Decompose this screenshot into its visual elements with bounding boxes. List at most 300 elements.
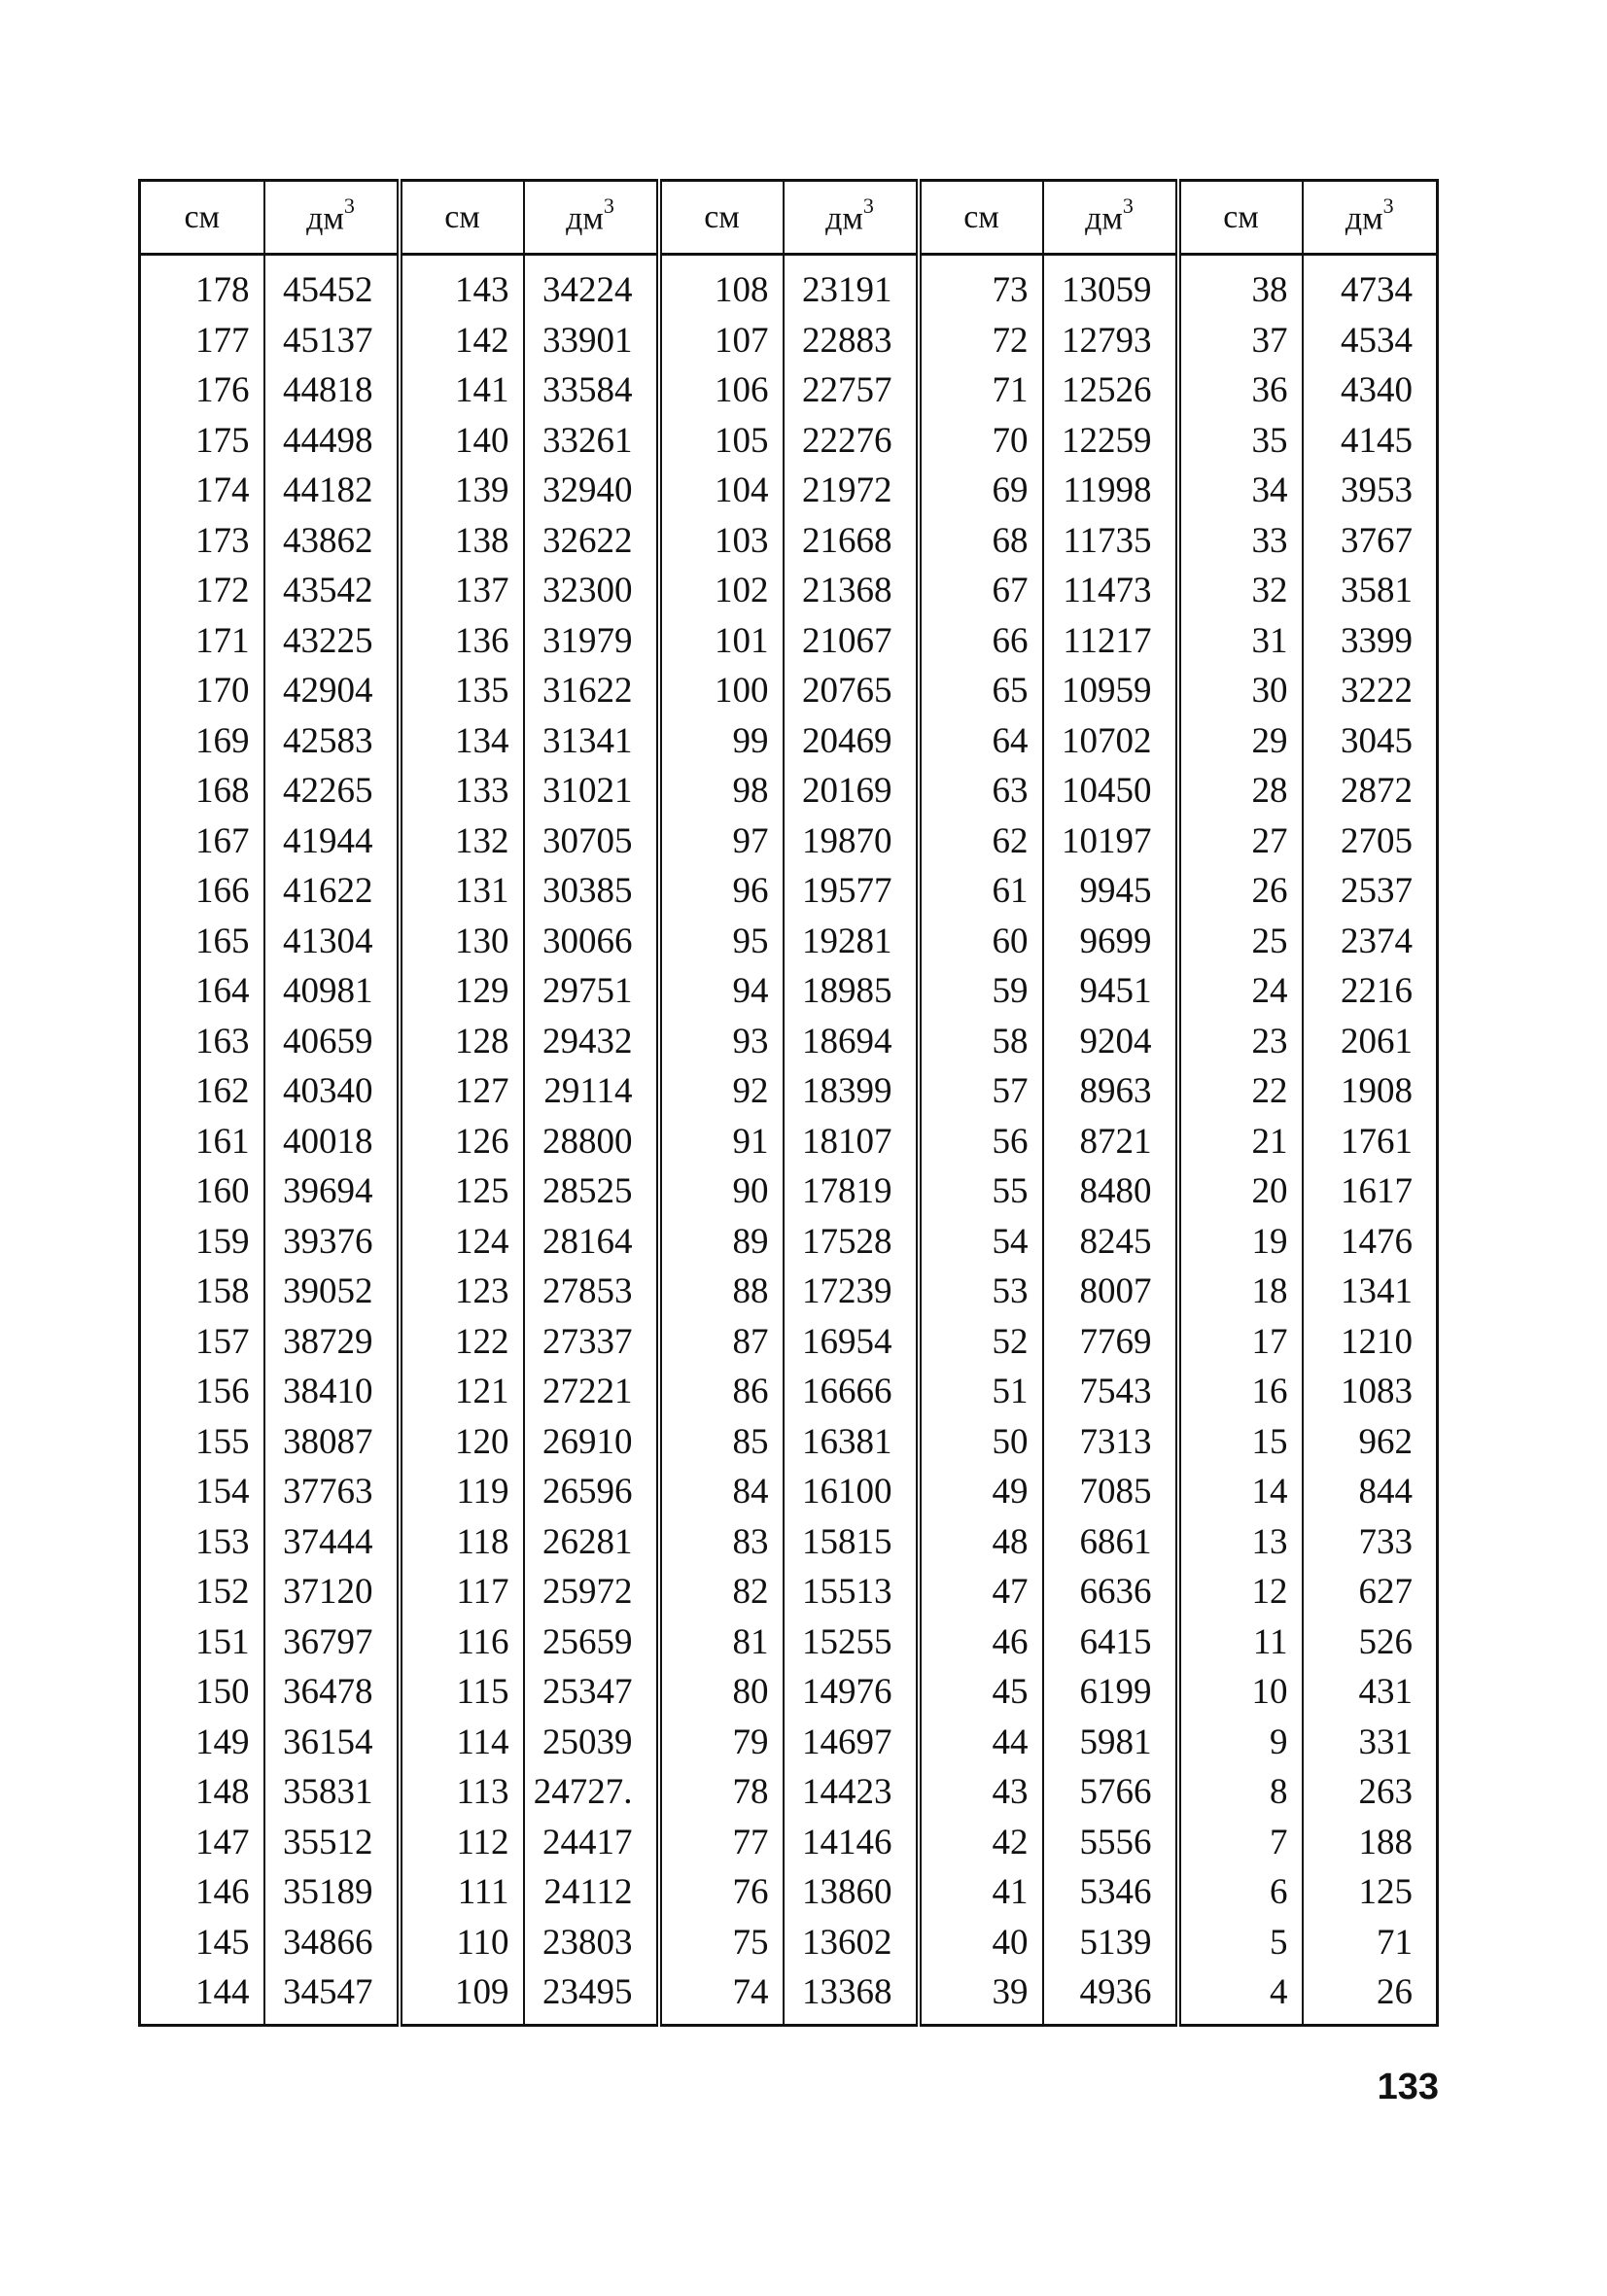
table-row (140, 966, 1438, 1017)
cell-dm3: 8963 (1043, 1066, 1178, 1117)
cell-cm: 129 (400, 966, 524, 1017)
cell-dm3: 28164 (524, 1217, 659, 1268)
cell-cm: 24 (1178, 966, 1303, 1017)
cell-dm3: 40340 (264, 1066, 400, 1117)
cell-cm: 150 (195, 1672, 250, 1713)
table-row (140, 1066, 1438, 1117)
cell-dm3: 38410 (264, 1367, 400, 1417)
cell-cm: 174 (195, 470, 250, 511)
cell-dm3: 263 (1303, 1767, 1438, 1818)
cell-cm: 118 (400, 1517, 524, 1568)
cell-dm3: 7543 (1043, 1367, 1178, 1417)
cell-dm3: 3953 (1303, 466, 1438, 516)
cell-cm: 114 (400, 1718, 524, 1768)
cell-dm3: 26 (1303, 1967, 1438, 2025)
cell-dm3: 38087 (264, 1417, 400, 1468)
cell-dm3: 33261 (524, 416, 659, 467)
cell-dm3: 16100 (784, 1467, 919, 1517)
cell-dm3: 35189 (264, 1867, 400, 1918)
cell-dm3: 18107 (784, 1117, 919, 1167)
cell-cm: 116 (400, 1618, 524, 1668)
cell-dm3: 4734 (1303, 255, 1438, 316)
cell-dm3: 1341 (1303, 1267, 1438, 1317)
cell-dm3: 35831 (264, 1767, 400, 1818)
cell-cm: 79 (659, 1718, 784, 1768)
cell-cm: 132 (400, 817, 524, 867)
table-row (140, 316, 1438, 366)
cell-dm3: 23191 (784, 255, 919, 316)
cell-dm3: 6199 (1043, 1667, 1178, 1718)
cell-dm3: 13368 (784, 1967, 919, 2025)
cell-cm: 166 (195, 871, 250, 912)
cell-dm3: 526 (1303, 1618, 1438, 1668)
cell-cm: 104 (659, 466, 784, 516)
cell-dm3: 39052 (264, 1267, 400, 1317)
header-cm-4 (919, 181, 1043, 255)
cell-cm: 128 (400, 1017, 524, 1067)
table-row (140, 1767, 1438, 1818)
cell-dm3: 43225 (264, 616, 400, 667)
cell-dm3: 14423 (784, 1767, 919, 1818)
header-cm-3 (659, 181, 784, 255)
cell-cm: 99 (659, 716, 784, 767)
cell-cm: 90 (659, 1166, 784, 1217)
cell-cm: 154 (195, 1472, 250, 1513)
cell-dm3: 36478 (264, 1667, 400, 1718)
cell-cm: 120 (400, 1417, 524, 1468)
header-row (140, 181, 1438, 255)
cell-cm: 140 (400, 416, 524, 467)
cell-cm: 138 (400, 516, 524, 567)
cell-dm3: 24417 (524, 1818, 659, 1868)
cell-cm: 168 (195, 771, 250, 812)
cell-dm3: 962 (1303, 1417, 1438, 1468)
cell-dm3: 331 (1303, 1718, 1438, 1768)
cell-cm: 103 (659, 516, 784, 567)
cell-cm: 161 (195, 1121, 250, 1162)
cell-dm3: 19281 (784, 917, 919, 967)
cell-cm: 35 (1178, 416, 1303, 467)
cell-cm: 172 (195, 571, 250, 611)
cell-dm3: 1617 (1303, 1166, 1438, 1217)
cell-cm: 133 (400, 766, 524, 817)
cell-cm: 57 (919, 1066, 1043, 1117)
volume-calibration-table (138, 179, 1439, 2027)
cell-cm: 167 (195, 820, 250, 861)
table-row (140, 1567, 1438, 1618)
cell-cm: 152 (195, 1572, 250, 1613)
cell-dm3: 21668 (784, 516, 919, 567)
cell-cm: 125 (400, 1166, 524, 1217)
cell-cm: 23 (1178, 1017, 1303, 1067)
cell-cm: 144 (195, 1972, 250, 2013)
cell-cm: 159 (195, 1221, 250, 1262)
cell-dm3: 13602 (784, 1918, 919, 1968)
cell-cm: 29 (1178, 716, 1303, 767)
cell-cm: 155 (195, 1421, 250, 1462)
cell-cm: 52 (919, 1317, 1043, 1368)
cell-cm: 46 (919, 1618, 1043, 1668)
cell-dm3: 431 (1303, 1667, 1438, 1718)
cell-dm3: 42583 (264, 716, 400, 767)
cell-cm: 153 (195, 1521, 250, 1562)
cell-dm3: 42904 (264, 666, 400, 716)
cell-cm: 108 (659, 255, 784, 316)
cell-dm3: 1908 (1303, 1066, 1438, 1117)
cell-cm: 65 (919, 666, 1043, 716)
cell-dm3: 39694 (264, 1166, 400, 1217)
cell-cm: 28 (1178, 766, 1303, 817)
cell-cm: 56 (919, 1117, 1043, 1167)
cell-cm: 157 (195, 1321, 250, 1362)
cell-cm: 54 (919, 1217, 1043, 1268)
cell-cm: 162 (195, 1071, 250, 1112)
cell-cm: 25 (1178, 917, 1303, 967)
cell-cm: 149 (195, 1722, 250, 1762)
cell-cm: 113 (400, 1767, 524, 1818)
cell-dm3: 2537 (1303, 866, 1438, 917)
header-superscript: 3 (1122, 192, 1134, 218)
cell-dm3: 35512 (264, 1818, 400, 1868)
cell-cm: 121 (400, 1367, 524, 1417)
cell-dm3: 29432 (524, 1017, 659, 1067)
cell-dm3: 9451 (1043, 966, 1178, 1017)
cell-dm3: 44818 (264, 365, 400, 416)
cell-cm: 18 (1178, 1267, 1303, 1317)
cell-dm3: 1761 (1303, 1117, 1438, 1167)
cell-dm3: 19577 (784, 866, 919, 917)
cell-cm: 98 (659, 766, 784, 817)
cell-cm: 14 (1178, 1467, 1303, 1517)
cell-cm: 93 (659, 1017, 784, 1067)
cell-dm3: 21067 (784, 616, 919, 667)
header-label: дм (1345, 200, 1383, 237)
table-row (140, 1667, 1438, 1718)
cell-dm3: 5556 (1043, 1818, 1178, 1868)
cell-cm: 87 (659, 1317, 784, 1368)
cell-cm: 134 (400, 716, 524, 767)
header-cm-5 (1178, 181, 1303, 255)
cell-cm: 45 (919, 1667, 1043, 1718)
cell-dm3: 22883 (784, 316, 919, 366)
cell-cm: 119 (400, 1467, 524, 1517)
cell-cm: 130 (400, 917, 524, 967)
table-row (140, 1517, 1438, 1568)
cell-dm3: 3222 (1303, 666, 1438, 716)
cell-cm: 141 (400, 365, 524, 416)
cell-dm3: 844 (1303, 1467, 1438, 1517)
cell-cm: 55 (919, 1166, 1043, 1217)
table-row (140, 666, 1438, 716)
cell-cm: 122 (400, 1317, 524, 1368)
cell-dm3: 7769 (1043, 1317, 1178, 1368)
cell-cm: 58 (919, 1017, 1043, 1067)
cell-dm3: 22757 (784, 365, 919, 416)
cell-dm3: 21972 (784, 466, 919, 516)
cell-dm3: 23495 (524, 1967, 659, 2025)
cell-cm: 33 (1178, 516, 1303, 567)
cell-dm3: 16381 (784, 1417, 919, 1468)
cell-cm: 97 (659, 817, 784, 867)
cell-cm: 178 (195, 270, 250, 311)
cell-cm: 139 (400, 466, 524, 516)
cell-dm3: 7085 (1043, 1467, 1178, 1517)
cell-cm: 126 (400, 1117, 524, 1167)
header-label: см (184, 198, 221, 235)
cell-dm3: 3767 (1303, 516, 1438, 567)
cell-dm3: 18985 (784, 966, 919, 1017)
cell-cm: 43 (919, 1767, 1043, 1818)
cell-dm3: 36797 (264, 1618, 400, 1668)
cell-dm3: 25039 (524, 1718, 659, 1768)
header-superscript: 3 (343, 192, 355, 218)
cell-dm3: 28800 (524, 1117, 659, 1167)
header-dm3-5 (1303, 181, 1438, 255)
table-row (140, 1166, 1438, 1217)
cell-cm: 69 (919, 466, 1043, 516)
cell-dm3: 31021 (524, 766, 659, 817)
cell-cm: 86 (659, 1367, 784, 1417)
table-row (140, 1918, 1438, 1968)
table-row (140, 1017, 1438, 1067)
cell-dm3: 27853 (524, 1267, 659, 1317)
cell-dm3: 15513 (784, 1567, 919, 1618)
cell-dm3: 15255 (784, 1618, 919, 1668)
header-label: дм (306, 200, 344, 237)
cell-dm3: 7313 (1043, 1417, 1178, 1468)
cell-dm3: 12259 (1043, 416, 1178, 467)
cell-dm3: 9699 (1043, 917, 1178, 967)
cell-dm3: 26281 (524, 1517, 659, 1568)
cell-cm: 137 (400, 566, 524, 616)
header-label: см (704, 198, 740, 235)
cell-dm3: 43862 (264, 516, 400, 567)
cell-cm: 112 (400, 1818, 524, 1868)
cell-dm3: 11735 (1043, 516, 1178, 567)
cell-dm3: 13059 (1043, 255, 1178, 316)
cell-cm: 10 (1178, 1667, 1303, 1718)
page-number: 133 (1377, 2067, 1439, 2107)
header-superscript: 3 (1382, 192, 1394, 218)
cell-dm3: 10450 (1043, 766, 1178, 817)
cell-dm3: 5346 (1043, 1867, 1178, 1918)
cell-dm3: 5139 (1043, 1918, 1178, 1968)
cell-dm3: 1210 (1303, 1317, 1438, 1368)
cell-cm: 164 (195, 971, 250, 1012)
header-superscript: 3 (862, 192, 874, 218)
cell-dm3: 41944 (264, 817, 400, 867)
cell-dm3: 8007 (1043, 1267, 1178, 1317)
header-label: дм (825, 200, 863, 237)
cell-cm: 11 (1178, 1618, 1303, 1668)
cell-dm3: 29114 (524, 1066, 659, 1117)
table-row (140, 1467, 1438, 1517)
cell-dm3: 24112 (524, 1867, 659, 1918)
cell-cm: 68 (919, 516, 1043, 567)
cell-dm3: 2705 (1303, 817, 1438, 867)
cell-cm: 12 (1178, 1567, 1303, 1618)
cell-dm3: 3581 (1303, 566, 1438, 616)
cell-cm: 173 (195, 520, 250, 561)
cell-dm3: 27337 (524, 1317, 659, 1368)
cell-dm3: 26910 (524, 1417, 659, 1468)
table-row (140, 1967, 1438, 2025)
cell-dm3: 33584 (524, 365, 659, 416)
cell-cm: 148 (195, 1772, 250, 1813)
cell-dm3: 41304 (264, 917, 400, 967)
cell-dm3: 9204 (1043, 1017, 1178, 1067)
table-row (140, 1367, 1438, 1417)
table-row (140, 255, 1438, 316)
cell-dm3: 9945 (1043, 866, 1178, 917)
cell-dm3: 36154 (264, 1718, 400, 1768)
header-dm3-2 (524, 181, 659, 255)
cell-dm3: 43542 (264, 566, 400, 616)
table-body (140, 255, 1438, 2026)
cell-cm: 8 (1178, 1767, 1303, 1818)
cell-dm3: 11998 (1043, 466, 1178, 516)
cell-dm3: 19870 (784, 817, 919, 867)
cell-dm3: 5981 (1043, 1718, 1178, 1768)
header-dm3-4 (1043, 181, 1178, 255)
cell-dm3: 34547 (264, 1967, 400, 2025)
cell-dm3: 12793 (1043, 316, 1178, 366)
header-dm3-3 (784, 181, 919, 255)
cell-dm3: 44498 (264, 416, 400, 467)
cell-cm: 92 (659, 1066, 784, 1117)
cell-dm3: 10197 (1043, 817, 1178, 867)
cell-cm: 49 (919, 1467, 1043, 1517)
cell-dm3: 31341 (524, 716, 659, 767)
cell-dm3: 14697 (784, 1718, 919, 1768)
table-row (140, 817, 1438, 867)
cell-cm: 123 (400, 1267, 524, 1317)
cell-dm3: 13860 (784, 1867, 919, 1918)
cell-cm: 7 (1178, 1818, 1303, 1868)
table-row (140, 1317, 1438, 1368)
cell-cm: 40 (919, 1918, 1043, 1968)
cell-dm3: 125 (1303, 1867, 1438, 1918)
table-row (140, 716, 1438, 767)
cell-cm: 176 (195, 370, 250, 411)
cell-cm: 136 (400, 616, 524, 667)
cell-dm3: 39376 (264, 1217, 400, 1268)
table-row (140, 1117, 1438, 1167)
cell-cm: 67 (919, 566, 1043, 616)
cell-dm3: 10959 (1043, 666, 1178, 716)
cell-cm: 158 (195, 1271, 250, 1312)
cell-dm3: 40018 (264, 1117, 400, 1167)
cell-dm3: 18399 (784, 1066, 919, 1117)
cell-dm3: 2216 (1303, 966, 1438, 1017)
cell-dm3: 25972 (524, 1567, 659, 1618)
cell-dm3: 22276 (784, 416, 919, 467)
header-cm-1 (140, 181, 264, 255)
cell-dm3: 14976 (784, 1667, 919, 1718)
cell-cm: 60 (919, 917, 1043, 967)
cell-cm: 72 (919, 316, 1043, 366)
cell-cm: 75 (659, 1918, 784, 1968)
table-row (140, 1417, 1438, 1468)
table-row (140, 1618, 1438, 1668)
cell-cm: 5 (1178, 1918, 1303, 1968)
cell-dm3: 21368 (784, 566, 919, 616)
cell-dm3: 18694 (784, 1017, 919, 1067)
cell-dm3: 32940 (524, 466, 659, 516)
cell-cm: 160 (195, 1171, 250, 1212)
cell-cm: 124 (400, 1217, 524, 1268)
cell-dm3: 1083 (1303, 1367, 1438, 1417)
cell-cm: 48 (919, 1517, 1043, 1568)
cell-cm: 31 (1178, 616, 1303, 667)
cell-cm: 19 (1178, 1217, 1303, 1268)
cell-cm: 156 (195, 1372, 250, 1412)
cell-cm: 17 (1178, 1317, 1303, 1368)
cell-cm: 100 (659, 666, 784, 716)
cell-dm3: 17819 (784, 1166, 919, 1217)
cell-cm: 15 (1178, 1417, 1303, 1468)
cell-dm3: 3399 (1303, 616, 1438, 667)
cell-cm: 39 (919, 1967, 1043, 2025)
cell-cm: 163 (195, 1021, 250, 1061)
table-row (140, 1818, 1438, 1868)
cell-dm3: 2872 (1303, 766, 1438, 817)
cell-cm: 109 (400, 1967, 524, 2025)
cell-dm3: 2374 (1303, 917, 1438, 967)
cell-cm: 21 (1178, 1117, 1303, 1167)
cell-dm3: 627 (1303, 1567, 1438, 1618)
cell-cm: 95 (659, 917, 784, 967)
cell-cm: 74 (659, 1967, 784, 2025)
cell-dm3: 71 (1303, 1918, 1438, 1968)
cell-cm: 6 (1178, 1867, 1303, 1918)
cell-dm3: 40659 (264, 1017, 400, 1067)
cell-cm: 64 (919, 716, 1043, 767)
cell-cm: 170 (195, 671, 250, 712)
table-row (140, 466, 1438, 516)
cell-cm: 38 (1178, 255, 1303, 316)
cell-cm: 77 (659, 1818, 784, 1868)
cell-dm3: 4534 (1303, 316, 1438, 366)
cell-cm: 146 (195, 1872, 250, 1913)
cell-dm3: 24727. (524, 1767, 659, 1818)
cell-dm3: 38729 (264, 1317, 400, 1368)
cell-cm: 9 (1178, 1718, 1303, 1768)
cell-dm3: 3045 (1303, 716, 1438, 767)
header-label: дм (566, 200, 604, 237)
cell-dm3: 4145 (1303, 416, 1438, 467)
cell-cm: 51 (919, 1367, 1043, 1417)
cell-cm: 22 (1178, 1066, 1303, 1117)
cell-cm: 169 (195, 720, 250, 761)
cell-dm3: 40981 (264, 966, 400, 1017)
cell-dm3: 4340 (1303, 365, 1438, 416)
cell-dm3: 15815 (784, 1517, 919, 1568)
cell-dm3: 31979 (524, 616, 659, 667)
header-cm-2 (400, 181, 524, 255)
cell-dm3: 25659 (524, 1618, 659, 1668)
cell-cm: 147 (195, 1822, 250, 1862)
cell-cm: 78 (659, 1767, 784, 1818)
cell-dm3: 34224 (524, 255, 659, 316)
cell-dm3: 8721 (1043, 1117, 1178, 1167)
cell-cm: 13 (1178, 1517, 1303, 1568)
cell-cm: 110 (400, 1918, 524, 1968)
cell-cm: 151 (195, 1621, 250, 1662)
cell-cm: 63 (919, 766, 1043, 817)
cell-cm: 30 (1178, 666, 1303, 716)
cell-cm: 96 (659, 866, 784, 917)
